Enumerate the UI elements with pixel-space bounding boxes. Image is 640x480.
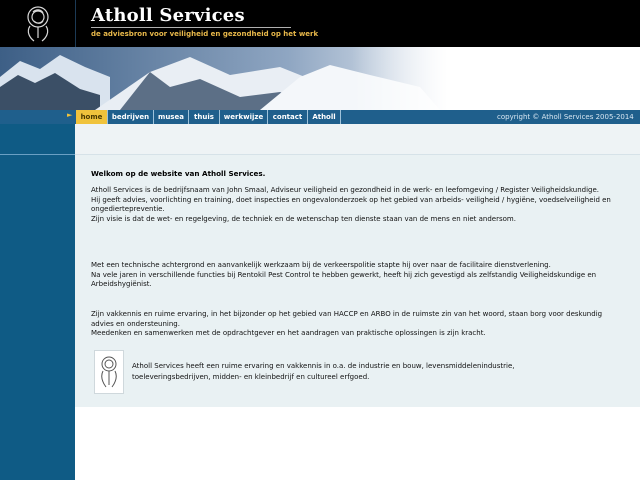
sidebar-divider — [0, 154, 75, 155]
nav-item-thuis[interactable]: thuis — [189, 110, 220, 124]
atholl-crest-icon — [95, 351, 123, 393]
content-top-band — [75, 124, 640, 155]
logo[interactable] — [0, 0, 76, 47]
nav-item-atholl[interactable]: Atholl — [308, 110, 341, 124]
atholl-crest-logo — [0, 0, 75, 47]
intro-paragraph: Atholl Services is de bedrijfsnaam van John Smaal, Adviseur veiligheid en gezondheid in de werk- en leefomgeving / Register Veiligheidskundige. Hij geeft advies, voorlichting en training, doet inspecties en ongevalonderzoek op het gebied van arbeids- veiligheid / hygiëne, voedselveiligheid en ongediertepreventie. Zijn visie is dat de wet- en regelgeving, de techniek en de wetenschap ten dienste staan van de mens en niet andersom. — [91, 186, 611, 223]
crest-thumbnail — [94, 350, 124, 394]
nav-item-musea[interactable]: musea — [154, 110, 189, 124]
experience-paragraph: Atholl Services heeft een ruime ervaring en vakkennis in o.a. de industrie en bouw, levensmiddelenindustrie, toeleveringsbedrijven, midden- en kleinbedrijf en cultureel erfgoed. — [132, 362, 515, 381]
nav-item-contact[interactable]: contact — [268, 110, 308, 124]
left-sidebar — [0, 124, 75, 480]
welcome-heading: Welkom op de website van Atholl Services. — [91, 169, 266, 178]
nav-item-bedrijven[interactable]: bedrijven — [108, 110, 154, 124]
background-paragraph: Met een technische achtergrond en aanvankelijk werkzaam bij de verkeerspolitie stapte hij over naar de facilitaire dienstverlening. Na vele jaren in verschillende functies bij Rentokil Pest Control te hebben gewerkt, heeft hij zich gevestigd als zelfstandig Veiligheidskundige en Arbeidshygiënist. — [91, 261, 597, 289]
mountain-banner-image — [0, 47, 640, 110]
site-tagline: de adviesbron voor veiligheid en gezondheid op het werk — [91, 30, 319, 38]
copyright-text: copyright © Atholl Services 2005-2014 — [497, 113, 634, 121]
content-footer-area — [75, 407, 640, 480]
nav-item-home[interactable]: home — [76, 110, 108, 124]
nav-item-werkwijze[interactable]: werkwijze — [220, 110, 268, 124]
title-divider — [91, 27, 291, 28]
expertise-paragraph: Zijn vakkennis en ruime ervaring, in het bijzonder op het gebied van HACCP en ARBO in de ruimste zin van het woord, staan borg voor deskundig advies en ondersteuning. Meedenken en samenwerken met de opdrachtgever en het aandragen van praktische oplossingen is zijn kracht. — [91, 310, 603, 338]
site-title: Atholl Services — [91, 5, 245, 26]
nav-arrow-icon: ► — [67, 111, 73, 119]
